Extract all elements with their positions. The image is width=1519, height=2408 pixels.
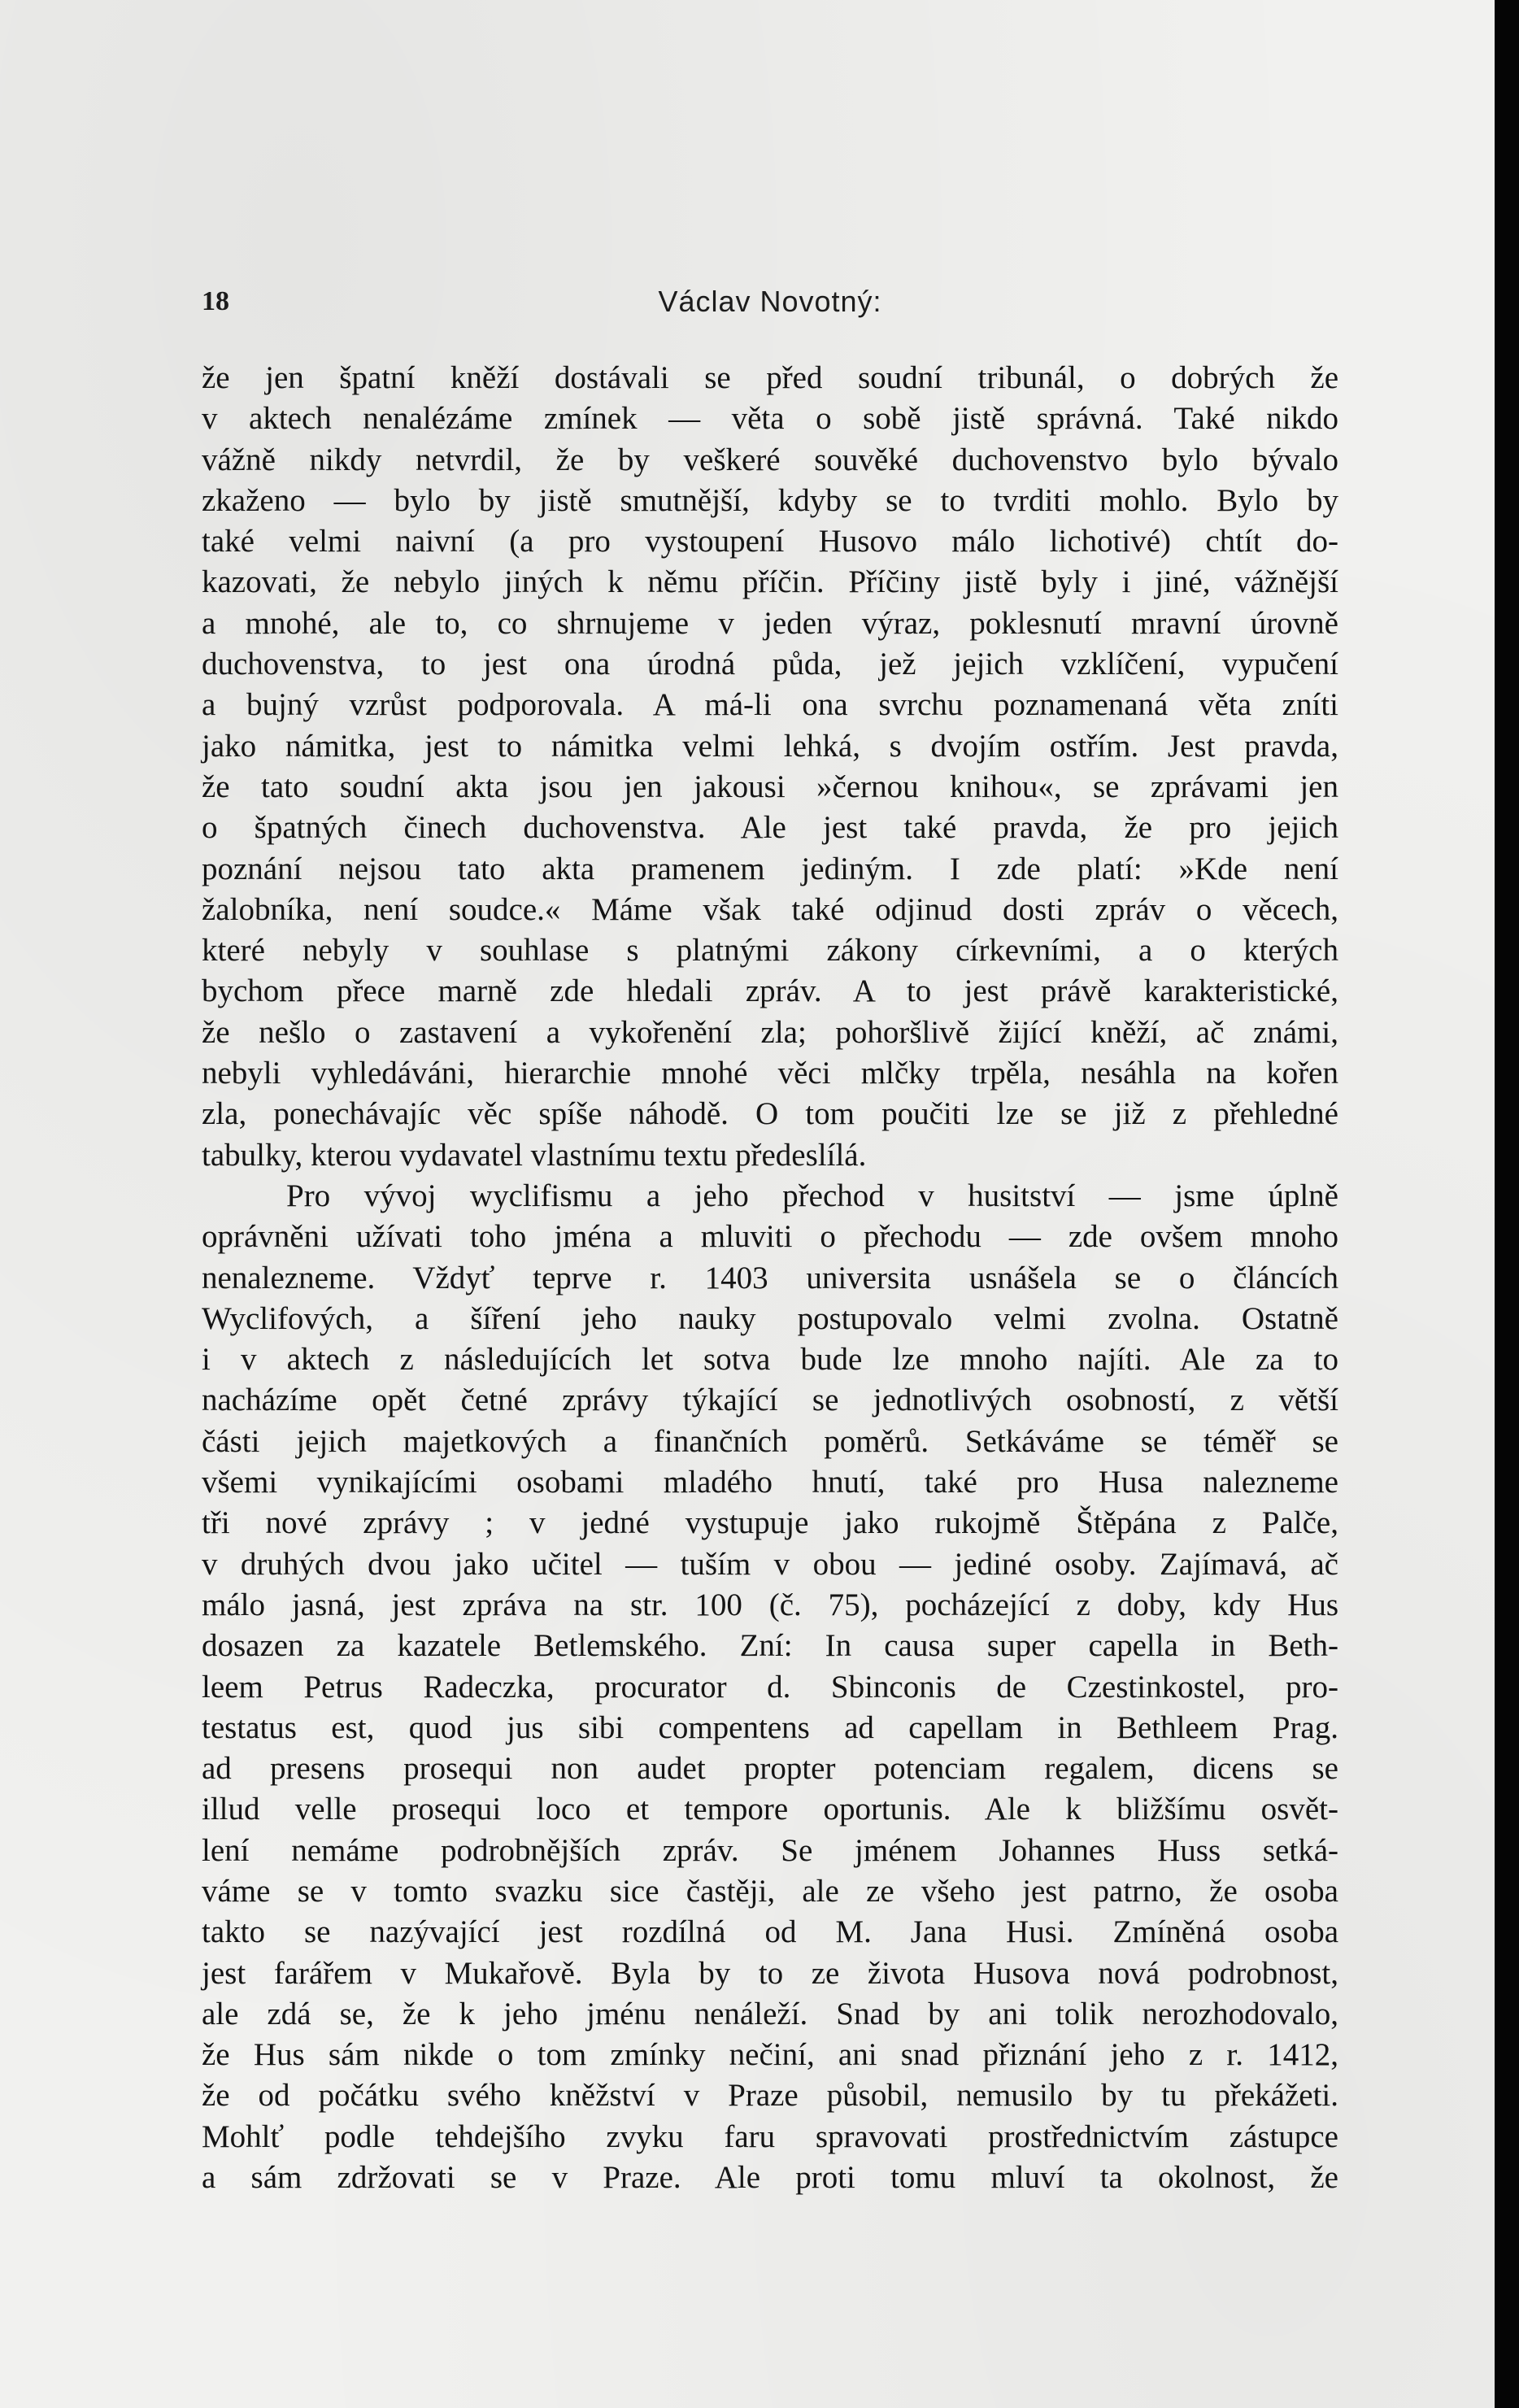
- text-line: tři nové zprávy ; v jedné vystupuje jako rukojmě Štěpána z Palče,: [202, 1505, 1338, 1541]
- text-line: i v aktech z následujících let sotva bude lze mnoho najíti. Ale za to: [202, 1342, 1338, 1378]
- scan-dark-edge: [1495, 0, 1519, 2408]
- text-line: testatus est, quod jus sibi compentens ad capellam in Bethleem Prag.: [202, 1709, 1338, 1745]
- text-line: illud velle prosequi loco et tempore oportunis. Ale k bližšímu osvět-: [202, 1792, 1338, 1827]
- text-line: jest farářem v Mukařově. Byla by to ze života Husova nová podrobnost,: [202, 1955, 1338, 1991]
- text-line: všemi vynikajícími osobami mladého hnutí, také pro Husa nalezneme: [202, 1465, 1338, 1500]
- text-line: že od počátku svého kněžství v Praze působil, nemusilo by tu překážeti.: [202, 2078, 1338, 2114]
- text-line: žalobníka, není soudce.« Máme však také odjinud dosti zpráv o věcech,: [202, 891, 1338, 927]
- text-line: o špatných činech duchovenstva. Ale jest také pravda, že pro jejich: [202, 810, 1338, 846]
- paragraph-start-line: Pro vývoj wyclifismu a jeho přechod v husitství — jsme úplně: [286, 1178, 1338, 1213]
- text-line: že Hus sám nikde o tom zmínky nečiní, ani snad přiznání jeho z r. 1412,: [202, 2037, 1338, 2073]
- page-number: 18: [202, 286, 229, 316]
- text-line: nacházíme opět četné zprávy týkající se jednotlivých osobností, z větší: [202, 1383, 1338, 1418]
- text-line: zkaženo — bylo by jistě smutnější, kdyby se to tvrditi mohlo. Bylo by: [202, 482, 1338, 518]
- text-line: tabulky, kterou vydavatel vlastnímu textu předeslílá.: [202, 1137, 867, 1173]
- text-line: a bujný vzrůst podporovala. A má-li ona svrchu poznamenaná věta zníti: [202, 687, 1338, 723]
- text-line: oprávněni užívati toho jména a mluviti o přechodu — zde ovšem mnoho: [202, 1219, 1338, 1255]
- text-line: a sám zdržovati se v Praze. Ale proti tomu mluví ta okolnost, že: [202, 2160, 1338, 2196]
- text-line: Mohlť podle tehdejšího zvyku faru spravovati prostřednictvím zástupce: [202, 2118, 1338, 2154]
- text-line: také velmi naivní (a pro vystoupení Husovo málo lichotivé) chtít do-: [202, 524, 1338, 560]
- text-line: jako námitka, jest to námitka velmi lehká, s dvojím ostřím. Jest pravda,: [202, 728, 1338, 764]
- text-line: nenalezneme. Vždyť teprve r. 1403 universita usnášela se o článcích: [202, 1260, 1338, 1295]
- text-line: nebyli vyhledáváni, hierarchie mnohé věci mlčky trpěla, nesáhla na kořen: [202, 1056, 1338, 1091]
- text-line: které nebyly v souhlase s platnými zákony církevními, a o kterých: [202, 933, 1338, 969]
- text-line: váme se v tomto svazku sice častěji, ale ze všeho jest patrno, že osoba: [202, 1873, 1338, 1909]
- text-line: Wyclifových, a šíření jeho nauky postupovalo velmi zvolna. Ostatně: [202, 1300, 1338, 1336]
- running-head: Václav Novotný:: [658, 285, 882, 318]
- text-line: zla, ponechávajíc věc spíše náhodě. O tom poučiti lze se již z přehledné: [202, 1096, 1338, 1132]
- text-line: bychom přece marně zde hledali zpráv. A to jest právě karakteristické,: [202, 973, 1338, 1009]
- page-header: [202, 277, 1338, 325]
- text-line: lení nemáme podrobnějších zpráv. Se jménem Johannes Huss setká-: [202, 1832, 1338, 1868]
- text-line: dosazen za kazatele Betlemského. Zní: In causa super capella in Beth-: [202, 1628, 1338, 1664]
- text-line: takto se nazývající jest rozdílná od M. Jana Husi. Zmíněná osoba: [202, 1914, 1338, 1950]
- text-line: leem Petrus Radeczka, procurator d. Sbinconis de Czestinkostel, pro-: [202, 1669, 1338, 1705]
- text-line: části jejich majetkových a finančních poměrů. Setkáváme se téměř se: [202, 1423, 1338, 1459]
- text-line: že nešlo o zastavení a vykořenění zla; pohoršlivě žijící kněží, ač známi,: [202, 1014, 1338, 1050]
- text-line: ad presens prosequi non audet propter potenciam regalem, dicens se: [202, 1751, 1338, 1787]
- text-line: ale zdá se, že k jeho jménu nenáleží. Snad by ani tolik nerozhodovalo,: [202, 1996, 1338, 2031]
- text-line: že jen špatní kněží dostávali se před soudní tribunál, o dobrých že: [202, 360, 1338, 395]
- text-line: kazovati, že nebylo jiných k němu příčin. Příčiny jistě byly i jiné, vážnější: [202, 564, 1338, 600]
- text-line: že tato soudní akta jsou jen jakousi »černou knihou«, se zprávami jen: [202, 769, 1338, 804]
- text-line: vážně nikdy netvrdil, že by veškeré souvěké duchovenstvo bylo bývalo: [202, 442, 1338, 477]
- text-line: málo jasná, jest zpráva na str. 100 (č. 75), pocházející z doby, kdy Hus: [202, 1587, 1338, 1622]
- body-text: [202, 358, 1338, 2198]
- text-line: v aktech nenalézáme zmínek — věta o sobě jistě správná. Také nikdo: [202, 401, 1338, 437]
- text-line: a mnohé, ale to, co shrnujeme v jeden výraz, poklesnutí mravní úrovně: [202, 605, 1338, 641]
- text-line: duchovenstva, to jest ona úrodná půda, jež jejich vzklíčení, vypučení: [202, 647, 1338, 682]
- text-line: poznání nejsou tato akta pramenem jediným. I zde platí: »Kde není: [202, 851, 1338, 886]
- text-line: v druhých dvou jako učitel — tuším v obou — jediné osoby. Zajímavá, ač: [202, 1546, 1338, 1582]
